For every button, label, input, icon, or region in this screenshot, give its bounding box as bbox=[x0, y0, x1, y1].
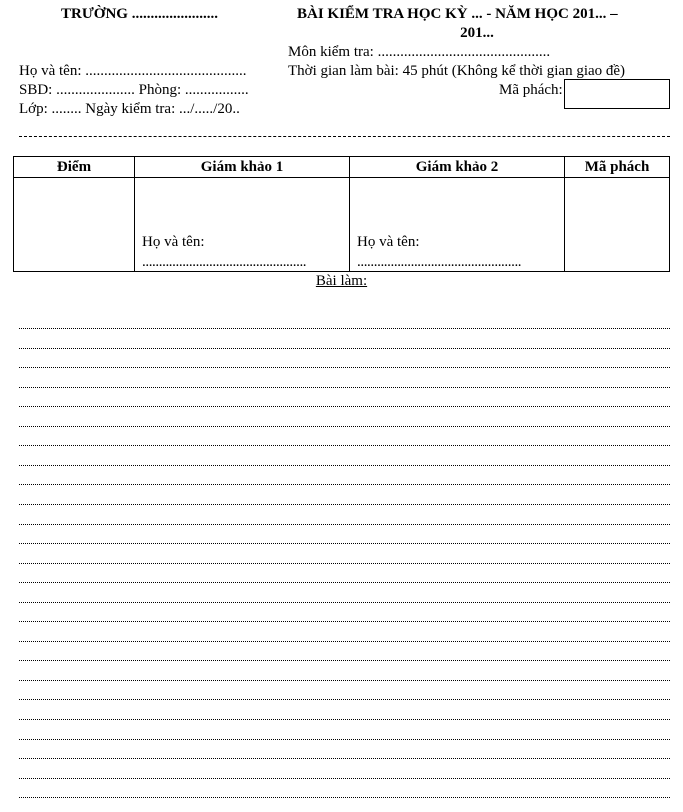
class-date-field: Lớp: ........ Ngày kiểm tra: .../...../20.. bbox=[19, 101, 240, 117]
exam-title-line1: BÀI KIỂM TRA HỌC KỲ ... - NĂM HỌC 201... – bbox=[297, 6, 618, 22]
answer-line[interactable] bbox=[19, 348, 670, 349]
answer-line[interactable] bbox=[19, 524, 670, 525]
examiner-2-cell bbox=[350, 178, 565, 272]
grade-table bbox=[13, 156, 670, 272]
answer-line[interactable] bbox=[19, 484, 670, 485]
answer-line[interactable] bbox=[19, 406, 670, 407]
examiner-2-name-label: Họ và tên: bbox=[357, 234, 420, 250]
code-label: Mã phách: bbox=[499, 82, 563, 98]
answer-line[interactable] bbox=[19, 797, 670, 798]
answer-line[interactable] bbox=[19, 778, 670, 779]
code-cell bbox=[565, 178, 670, 272]
header-score: Điểm bbox=[14, 157, 135, 178]
answer-line[interactable] bbox=[19, 328, 670, 329]
school-name: TRƯỜNG ....................... bbox=[61, 6, 218, 22]
answer-line[interactable] bbox=[19, 426, 670, 427]
grade-table-header-row bbox=[14, 157, 670, 178]
answer-line[interactable] bbox=[19, 367, 670, 368]
answer-line[interactable] bbox=[19, 582, 670, 583]
answer-line[interactable] bbox=[19, 543, 670, 544]
grade-table-body-row bbox=[14, 178, 670, 272]
header-code: Mã phách bbox=[565, 157, 670, 178]
answer-line[interactable] bbox=[19, 445, 670, 446]
duration-text: Thời gian làm bài: 45 phút (Không kể thời gian giao đề) bbox=[288, 63, 626, 79]
answer-line[interactable] bbox=[19, 739, 670, 740]
answer-line[interactable] bbox=[19, 602, 670, 603]
score-cell[interactable] bbox=[14, 178, 135, 272]
header-examiner-1: Giám khảo 1 bbox=[135, 157, 350, 178]
subject-field: Môn kiểm tra: .............................................. bbox=[288, 44, 551, 60]
examiner-1-name-label: Họ và tên: bbox=[142, 234, 205, 250]
examiner-1-cell bbox=[135, 178, 350, 272]
exam-title-line2: 201... bbox=[460, 25, 494, 41]
answer-line[interactable] bbox=[19, 758, 670, 759]
answer-line[interactable] bbox=[19, 504, 670, 505]
answer-line[interactable] bbox=[19, 680, 670, 681]
answer-line[interactable] bbox=[19, 621, 670, 622]
answer-line[interactable] bbox=[19, 641, 670, 642]
answer-line[interactable] bbox=[19, 387, 670, 388]
answer-line[interactable] bbox=[19, 660, 670, 661]
answer-line[interactable] bbox=[19, 465, 670, 466]
answer-title: Bài làm: bbox=[315, 273, 368, 289]
examiner-1-name-dots[interactable]: ................................................. bbox=[142, 254, 307, 270]
student-name-field: Họ và tên: ........................................... bbox=[19, 63, 247, 79]
dashed-separator bbox=[19, 136, 670, 137]
answer-line[interactable] bbox=[19, 699, 670, 700]
header-examiner-2: Giám khảo 2 bbox=[350, 157, 565, 178]
examiner-2-name-dots[interactable]: ................................................. bbox=[357, 254, 522, 270]
sbd-room-field: SBD: ..................... Phòng: ................. bbox=[19, 82, 249, 98]
code-box bbox=[564, 79, 670, 109]
answer-line[interactable] bbox=[19, 563, 670, 564]
answer-line[interactable] bbox=[19, 719, 670, 720]
